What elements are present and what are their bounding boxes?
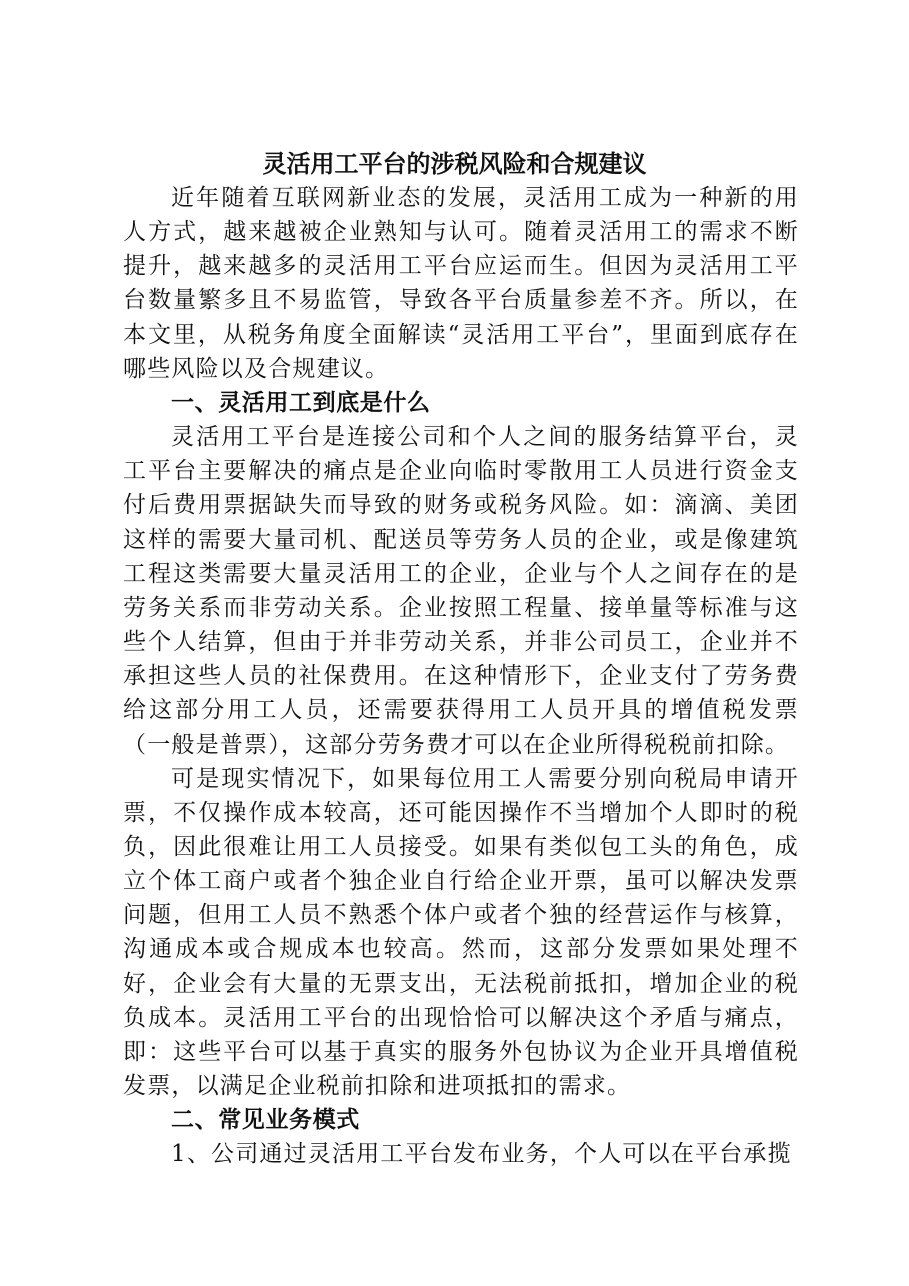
section-heading-2: 二、常见业务模式 <box>171 1107 360 1134</box>
section1-paragraph-1: 灵活用工平台是连接公司和个人之间的服务结算平台，灵工平台主要解决的痛点是企业向临时零散用工人员进行资金支付后费用票据缺失而导致的财务或税务风险。如：滴滴、美团这样的需要大量司机、配送员等劳务人员的企业，或是像建筑工程这类需要大量灵活用工的企业，企业与个人之间存在的是劳务关系而非劳动关系。企业按照工程量、接单量等标准与这些个人结算，但由于并非劳动关系，并非公司员工，企业并不承担这些人员的社保费用。在这种情形下，企业支付了劳务费给这部分用工人员，还需要获得用工人员开具的增值税发票（一般是普票），这部分劳务费才可以在企业所得税税前扣除。 <box>123 424 799 758</box>
intro-paragraph: 近年随着互联网新业态的发展，灵活用工成为一种新的用人方式，越来越被企业熟知与认可。随着灵活用工的需求不断提升，越来越多的灵活用工平台应运而生。但因为灵活用工平台数量繁多且不易监管，导致各平台质量参差不齐。所以，在本文里，从税务角度全面解读“灵活用工平台”，里面到底存在哪些风险以及合规建议。 <box>123 185 799 382</box>
section1-paragraph-2: 可是现实情况下，如果每位用工人需要分别向税局申请开票，不仅操作成本较高，还可能因操作不当增加个人即时的税负，因此很难让用工人员接受。如果有类似包工头的角色，成立个体工商户或者个独企业自行给企业开票，虽可以解决发票问题，但用工人员不熟悉个体户或者个独的经营运作与核算，沟通成本或合规成本也较高。然而，这部分发票如果处理不好，企业会有大量的无票支出，无法税前抵扣，增加企业的税负成本。灵活用工平台的出现恰恰可以解决这个矛盾与痛点，即：这些平台可以基于真实的服务外包协议为企业开具增值税发票，以满足企业税前扣除和进项抵扣的需求。 <box>123 765 799 1100</box>
document-body <box>123 181 799 1172</box>
section2-paragraph-1: 1、公司通过灵活用工平台发布业务，个人可以在平台承揽 <box>171 1141 792 1168</box>
section-heading-1: 一、灵活用工到底是什么 <box>171 389 431 416</box>
document-title: 灵活用工平台的涉税风险和合规建议 <box>262 149 647 178</box>
